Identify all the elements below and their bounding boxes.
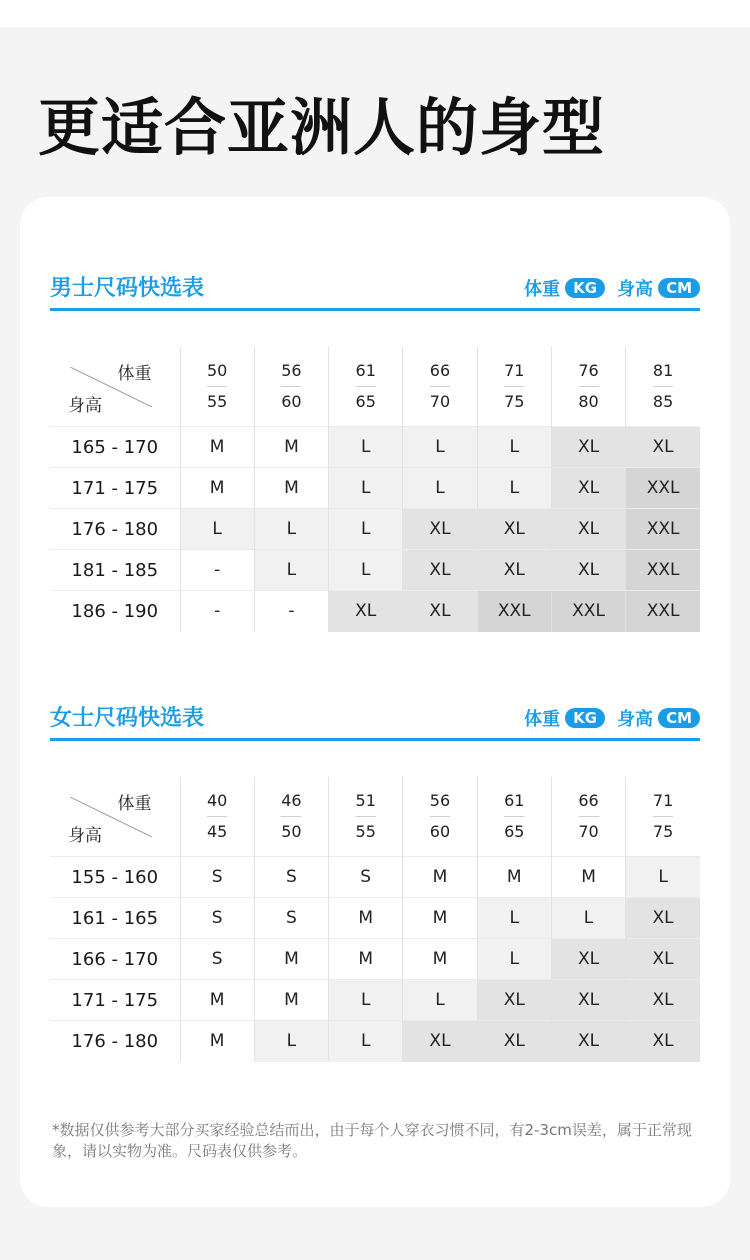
size-cell: XXL: [626, 509, 700, 550]
kg-badge: KG: [565, 708, 605, 728]
size-cell: M: [403, 939, 477, 980]
weight-divider: [579, 816, 599, 817]
corner-height-label: 身高: [68, 396, 102, 416]
weight-min: 50: [206, 361, 228, 380]
size-cell: -: [180, 591, 254, 632]
women-size-table: [50, 777, 700, 1062]
weight-divider: [356, 386, 376, 387]
corner-diagonal: [50, 347, 180, 426]
weight-min: 56: [281, 361, 302, 380]
size-cell: XL: [403, 550, 477, 591]
size-cell: S: [180, 939, 254, 980]
height-range-cell: 155 - 160: [50, 857, 180, 898]
height-range-cell: 181 - 185: [50, 550, 180, 591]
weight-max: 55: [206, 392, 228, 411]
women-table-body: [50, 857, 700, 1062]
size-cell: XL: [477, 980, 551, 1021]
table-row: [50, 939, 700, 980]
size-cell: XL: [626, 1021, 700, 1062]
weight-max: 45: [206, 822, 228, 841]
weight-min: 61: [355, 361, 376, 380]
corner-diagonal: [50, 777, 180, 856]
size-cell: XL: [551, 1021, 625, 1062]
weight-min: 40: [206, 791, 228, 810]
table-row: [50, 550, 700, 591]
weight-max: 65: [355, 392, 376, 411]
weight-max: 85: [652, 392, 674, 411]
weight-max: 70: [578, 822, 599, 841]
weight-max: 60: [429, 822, 451, 841]
weight-label: 体重: [524, 709, 561, 730]
size-cell: M: [180, 427, 254, 468]
weight-range-header: [551, 347, 625, 427]
weight-max: 60: [281, 392, 302, 411]
size-cell: M: [477, 857, 551, 898]
women-header-row: [50, 777, 700, 857]
size-cell: M: [254, 427, 328, 468]
height-range-cell: 171 - 175: [50, 980, 180, 1021]
height-label: 身高: [617, 709, 654, 730]
men-header-row: [50, 347, 700, 427]
size-cell: L: [403, 468, 477, 509]
cm-badge: CM: [658, 708, 700, 728]
height-range-cell: 176 - 180: [50, 509, 180, 550]
table-row: [50, 468, 700, 509]
size-cell: XL: [403, 509, 477, 550]
size-cell: M: [403, 857, 477, 898]
weight-label: 体重: [524, 279, 561, 300]
men-table-body: [50, 427, 700, 632]
table-row: [50, 1021, 700, 1062]
weight-divider: [653, 816, 673, 817]
size-cell: -: [180, 550, 254, 591]
weight-divider: [430, 386, 450, 387]
size-cell: M: [551, 857, 625, 898]
weight-min: 61: [504, 791, 525, 810]
size-cell: L: [403, 980, 477, 1021]
weight-range-header: [180, 347, 254, 427]
weight-max: 80: [578, 392, 599, 411]
weight-max: 70: [429, 392, 451, 411]
height-range-cell: 186 - 190: [50, 591, 180, 632]
size-cell: XL: [477, 1021, 551, 1062]
weight-divider: [207, 386, 227, 387]
size-cell: M: [180, 468, 254, 509]
weight-range-header: [403, 347, 477, 427]
size-cell: L: [180, 509, 254, 550]
size-cell: -: [254, 591, 328, 632]
weight-divider: [207, 816, 227, 817]
weight-range-header: [254, 347, 328, 427]
size-cell: M: [254, 939, 328, 980]
size-cell: S: [254, 898, 328, 939]
weight-max: 55: [355, 822, 376, 841]
weight-divider: [356, 816, 376, 817]
disclaimer-note: *数据仅供参考大部分买家经验总结而出，由于每个人穿衣习惯不同，有2-3cm误差，属于正常现象，请以实物为准。尺码表仅供参考。: [52, 1121, 692, 1160]
weight-min: 81: [652, 361, 674, 380]
men-section-header: [50, 267, 700, 311]
corner-weight-label: 体重: [117, 794, 152, 814]
cm-badge: CM: [658, 278, 700, 298]
size-cell: XL: [477, 509, 551, 550]
size-cell: XL: [551, 509, 625, 550]
weight-range-header: [254, 777, 328, 857]
height-range-cell: 166 - 170: [50, 939, 180, 980]
weight-max: 65: [504, 822, 525, 841]
weight-range-header: [403, 777, 477, 857]
corner-weight-label: 体重: [117, 364, 152, 384]
men-size-table: [50, 347, 700, 632]
size-cell: XXL: [626, 591, 700, 632]
size-cell: M: [254, 980, 328, 1021]
weight-divider: [281, 386, 301, 387]
size-cell: L: [626, 857, 700, 898]
size-cell: XL: [551, 550, 625, 591]
women-section-title: 女士尺码快选表: [50, 706, 205, 731]
size-cell: XL: [626, 939, 700, 980]
size-cell: M: [329, 898, 403, 939]
weight-min: 76: [578, 361, 599, 380]
weight-range-header: [626, 347, 700, 427]
top-bar: [0, 0, 750, 27]
table-row: [50, 898, 700, 939]
weight-max: 75: [504, 392, 525, 411]
height-range-cell: 161 - 165: [50, 898, 180, 939]
corner-header-cell: [50, 777, 180, 857]
size-cell: L: [254, 550, 328, 591]
weight-divider: [579, 386, 599, 387]
weight-range-header: [477, 347, 551, 427]
weight-min: 46: [281, 791, 302, 810]
height-label: 身高: [617, 279, 654, 300]
weight-range-header: [626, 777, 700, 857]
size-cell: L: [403, 427, 477, 468]
corner-height-label: 身高: [68, 826, 102, 846]
weight-range-header: [329, 347, 403, 427]
size-cell: XXL: [477, 591, 551, 632]
men-section-title: 男士尺码快选表: [50, 276, 205, 301]
size-cell: XL: [551, 939, 625, 980]
women-section-header: [50, 697, 700, 741]
weight-divider: [281, 816, 301, 817]
weight-min: 56: [429, 791, 451, 810]
size-cell: XL: [551, 468, 625, 509]
size-cell: L: [551, 898, 625, 939]
size-cell: S: [180, 898, 254, 939]
unit-legend: [524, 275, 700, 301]
size-cell: XL: [477, 550, 551, 591]
size-cell: M: [403, 898, 477, 939]
weight-max: 75: [652, 822, 674, 841]
size-cell: M: [254, 468, 328, 509]
unit-legend: [524, 705, 700, 731]
kg-badge: KG: [565, 278, 605, 298]
size-cell: XL: [551, 980, 625, 1021]
size-cell: L: [254, 1021, 328, 1062]
height-range-cell: 176 - 180: [50, 1021, 180, 1062]
size-cell: XL: [551, 427, 625, 468]
size-cell: L: [329, 509, 403, 550]
weight-range-header: [329, 777, 403, 857]
size-cell: XL: [626, 898, 700, 939]
size-cell: XXL: [626, 468, 700, 509]
size-cell: L: [329, 980, 403, 1021]
weight-divider: [504, 386, 524, 387]
size-cell: L: [329, 1021, 403, 1062]
size-chart-card: [20, 197, 730, 1207]
size-cell: M: [180, 980, 254, 1021]
size-cell: S: [180, 857, 254, 898]
weight-min: 71: [652, 791, 674, 810]
size-cell: L: [477, 427, 551, 468]
page-title: 更适合亚洲人的身型: [38, 91, 606, 164]
height-range-cell: 165 - 170: [50, 427, 180, 468]
weight-min: 71: [504, 361, 525, 380]
size-cell: L: [477, 898, 551, 939]
weight-range-header: [180, 777, 254, 857]
size-cell: L: [477, 939, 551, 980]
height-range-cell: 171 - 175: [50, 468, 180, 509]
size-cell: XXL: [626, 550, 700, 591]
weight-divider: [653, 386, 673, 387]
table-row: [50, 591, 700, 632]
size-cell: L: [329, 550, 403, 591]
size-cell: L: [329, 427, 403, 468]
size-cell: XXL: [551, 591, 625, 632]
size-cell: L: [254, 509, 328, 550]
size-cell: M: [329, 939, 403, 980]
table-row: [50, 509, 700, 550]
table-row: [50, 427, 700, 468]
size-cell: XL: [403, 591, 477, 632]
size-cell: L: [329, 468, 403, 509]
corner-header-cell: [50, 347, 180, 427]
size-cell: XL: [626, 980, 700, 1021]
weight-divider: [504, 816, 524, 817]
size-cell: S: [254, 857, 328, 898]
size-cell: S: [329, 857, 403, 898]
weight-min: 66: [578, 791, 599, 810]
weight-divider: [430, 816, 450, 817]
size-cell: M: [180, 1021, 254, 1062]
men-size-section: [50, 267, 700, 622]
size-cell: XL: [329, 591, 403, 632]
size-cell: L: [477, 468, 551, 509]
table-row: [50, 980, 700, 1021]
weight-min: 66: [429, 361, 451, 380]
weight-range-header: [551, 777, 625, 857]
weight-max: 50: [281, 822, 302, 841]
size-cell: XL: [403, 1021, 477, 1062]
table-row: [50, 857, 700, 898]
weight-range-header: [477, 777, 551, 857]
size-cell: XL: [626, 427, 700, 468]
women-size-section: [50, 697, 700, 1052]
weight-min: 51: [355, 791, 376, 810]
